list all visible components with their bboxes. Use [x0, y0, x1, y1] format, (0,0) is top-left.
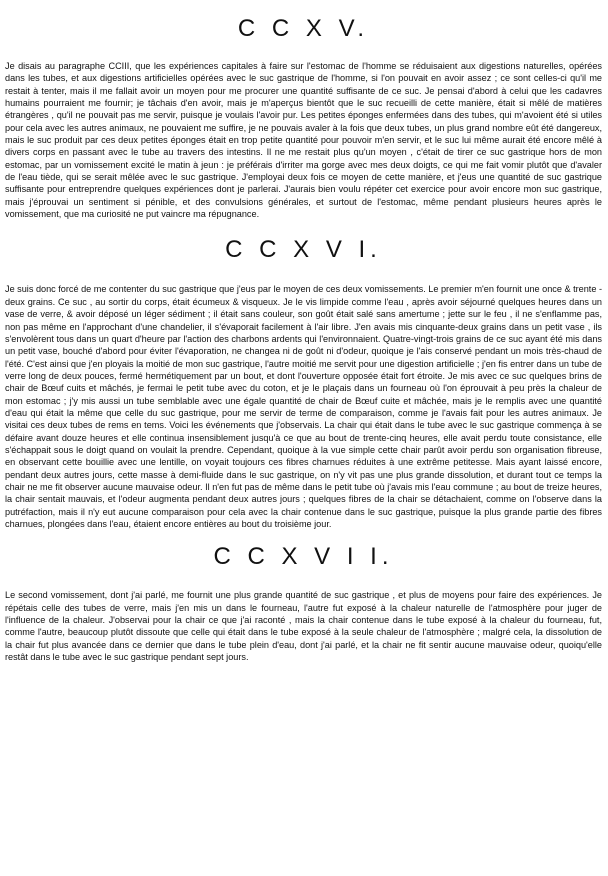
document-page — [5, 0, 602, 663]
section-paragraph-ccxvii: Le second vomissement, dont j'ai parlé, me fournit une plus grande quantité de suc gastrique , et plus de moyens pour faire des expériences. Je répétais celle des tubes de verre, mais j'en mis un dans le fourneau, l'autre fut exposé à la chaleur naturelle de l'atmosphère pour juger de l'influence de la chaleur. J'observai pour la chair ce que j'ai raconté , mais la chair contenue dans le tube exposé à la chaleur du fourneau, fut, comme l'autre, beaucoup plutôt dissoute que celle qui était dans le tube exposé à la seule chaleur de l'atmosphère ; malgré cela, la dissolution de la chair fut plus avancée dans ce dernier que dans le tube plein d'eau, dont j'ai parlé, et la chair ne fit sentir aucune mauvaise odeur, quoiqu'elle restât dans le tube avec le suc gastrique pendant sept jours. — [5, 590, 602, 663]
section-heading-ccxvii: C C X V I I. — [213, 543, 394, 571]
section-heading-ccxvi: C C X V I. — [225, 236, 382, 264]
section-paragraph-ccxvi: Je suis donc forcé de me contenter du suc gastrique que j'eus par le moyen de ces deux vomissements. Le premier m'en fournit une once & trente - deux grains. Ce suc , au sortir du corps, était écumeux & visqueux. Je le vis limpide comme l'eau , après avoir séjourné quelques heures dans un vase de verre, & avoir déposé un léger sédiment ; il était sans couleur, son goût était salé sans amertume ; jette sur le feu , il ne s'enflamme pas, non pas même en l'approchant d'une chandelier, il s'évaporait facilement à l'air libre. J'en avais mis cinquante-deux grains dans un petit vase , ils s'envolèrent tous dans un quart d'heure par l'action des charbons ardents qui l'environnaient. Quatre-vingt-trois grains de ce suc ayant été mis dans un petit vase, bouché d'abord pour éviter l'évaporation, ne changea ni de goût ni d'odeur, quoique je l'ais conservé pendant un mois très-chaud de l'été. C'est ainsi que j'en ployais la moitié de mon suc gastrique, l'autre moitié me servit pour une digestion artificielle ; j'en fis entrer dans un tube de verre long de deux pouces, fermé hermétiquement par un bout, et dont l'ouverture opposée était fort étroite. Je mis avec ce suc quelques brins de chair de Bœuf cuits et mâchés, je fermai le petit tube avec du coton, et je le plaçais dans un fourneau où l'on éprouvait à peu près la chaleur de mon estomac ; j'y mis aussi un tube semblable avec une égale quantité de chair de Bœuf cuite et mâchée, mais je le remplis avec une quantité d'eau qui était la même que celle du suc gastrique, pour me servir de terme de comparaison, comme je l'avais fait pour les autres animaux. Je visitai ces deux tubes de rems en tems. Voici les événements que j'observais. La chair qui était dans le tube avec le suc gastrique commença à se défaire avant douze heures et elle continua insensiblement jusqu'à ce que au bout de trente-cinq heures, elle avait perdu toute consistance, elle s'échappait sous le doigt quand on voulait la prendre. Cependant, quoique à la vue simple cette chair parût avoir perdu son organisation fibreuse, en observant cette bouillie avec une lentille, on voyait toujours ces fibres charnues réduites à une extrême petitesse. Mais ayant laissé encore, pendant deux autres jours, cette masse à demi-fluide dans le suc gastrique, on n'y vit pas une plus grande dissolution, et durant tout ce temps la chair ne me fit observer aucune mauvaise odeur. Il n'en fut pas de même dans le petit tube où j'avais mis l'eau commune ; au bout de treize heures, la chair sentait mauvais, et l'odeur augmenta pendant deux autres jours ; quelques fibres de la chair se détachaient, comme on l'observe dans la putréfaction, mais il n'y eut aucune comparaison pour cela avec la chair contenue dans le suc gastrique, puisque la plus grande partie des fibres charnues, plongées dans l'eau, étaient encore entières au bout du troisième jour. — [5, 284, 602, 529]
section-paragraph-ccxv: Je disais au paragraphe CCIII, que les expériences capitales à faire sur l'estomac de l'homme se réduisaient aux digestions naturelles, opérées dans les tubes, et aux digestions artificielles opérées avec le suc gastrique de l'homme, si l'on pouvait en avoir assez ; ce sont celles-ci qu'il me restait à tenter, mais il me fallait avoir un moyen pour me procurer une quantité suffisante de ce suc. Je pensai d'abord à celui que les cadavres humains pourraient me fournir; je tâchais d'en avoir, mais je m'aperçus bientôt que le suc recueilli de cette manière, était si mêlé de matières étrangères , qu'il ne pouvait pas me servir, puisque je voulais l'avoir pur. Les petites éponges enfermées dans des tubes, qui m'avoient été si utiles pour cela avec les autres animaux, ne pouvaient me suffire, je ne pouvais avaler à la fois que deux tubes, un plus grand nombre eût été dangereux, mais le suc produit par ces deux petites éponges était en trop petite quantité pour pouvoir m'en servir, et le suc lui même aurait été encore mêlé à divers corps en passant avec le tube au travers des intestins. Il ne me restait plus qu'un moyen , c'était de tirer ce suc gastrique hors de mon estomac, par un vomissement excité le matin à jeun : je préférais d'irriter ma gorge avec mes deux doigts, ce qui me fait vomir plutôt que d'avaler de l'eau tiède, qui se serait mêlée avec le suc gastrique. J'employai deux fois ce moyen de cette manière, et j'eus une quantité de suc gastrique suffisante pour entreprendre quelques expériences dont je parlerai. J'aurais bien voulu répéter cet exercice pour avoir encore mon suc gastrique, mais j'éprouvai un sentiment si pénible, et des convulsions générales, et surtout de l'estomac, même pendant plusieurs heures après le vomissement, que ma curiosité ne put vaincre ma répugnance. — [5, 61, 602, 220]
section-heading-ccxv: C C X V. — [237, 15, 370, 42]
